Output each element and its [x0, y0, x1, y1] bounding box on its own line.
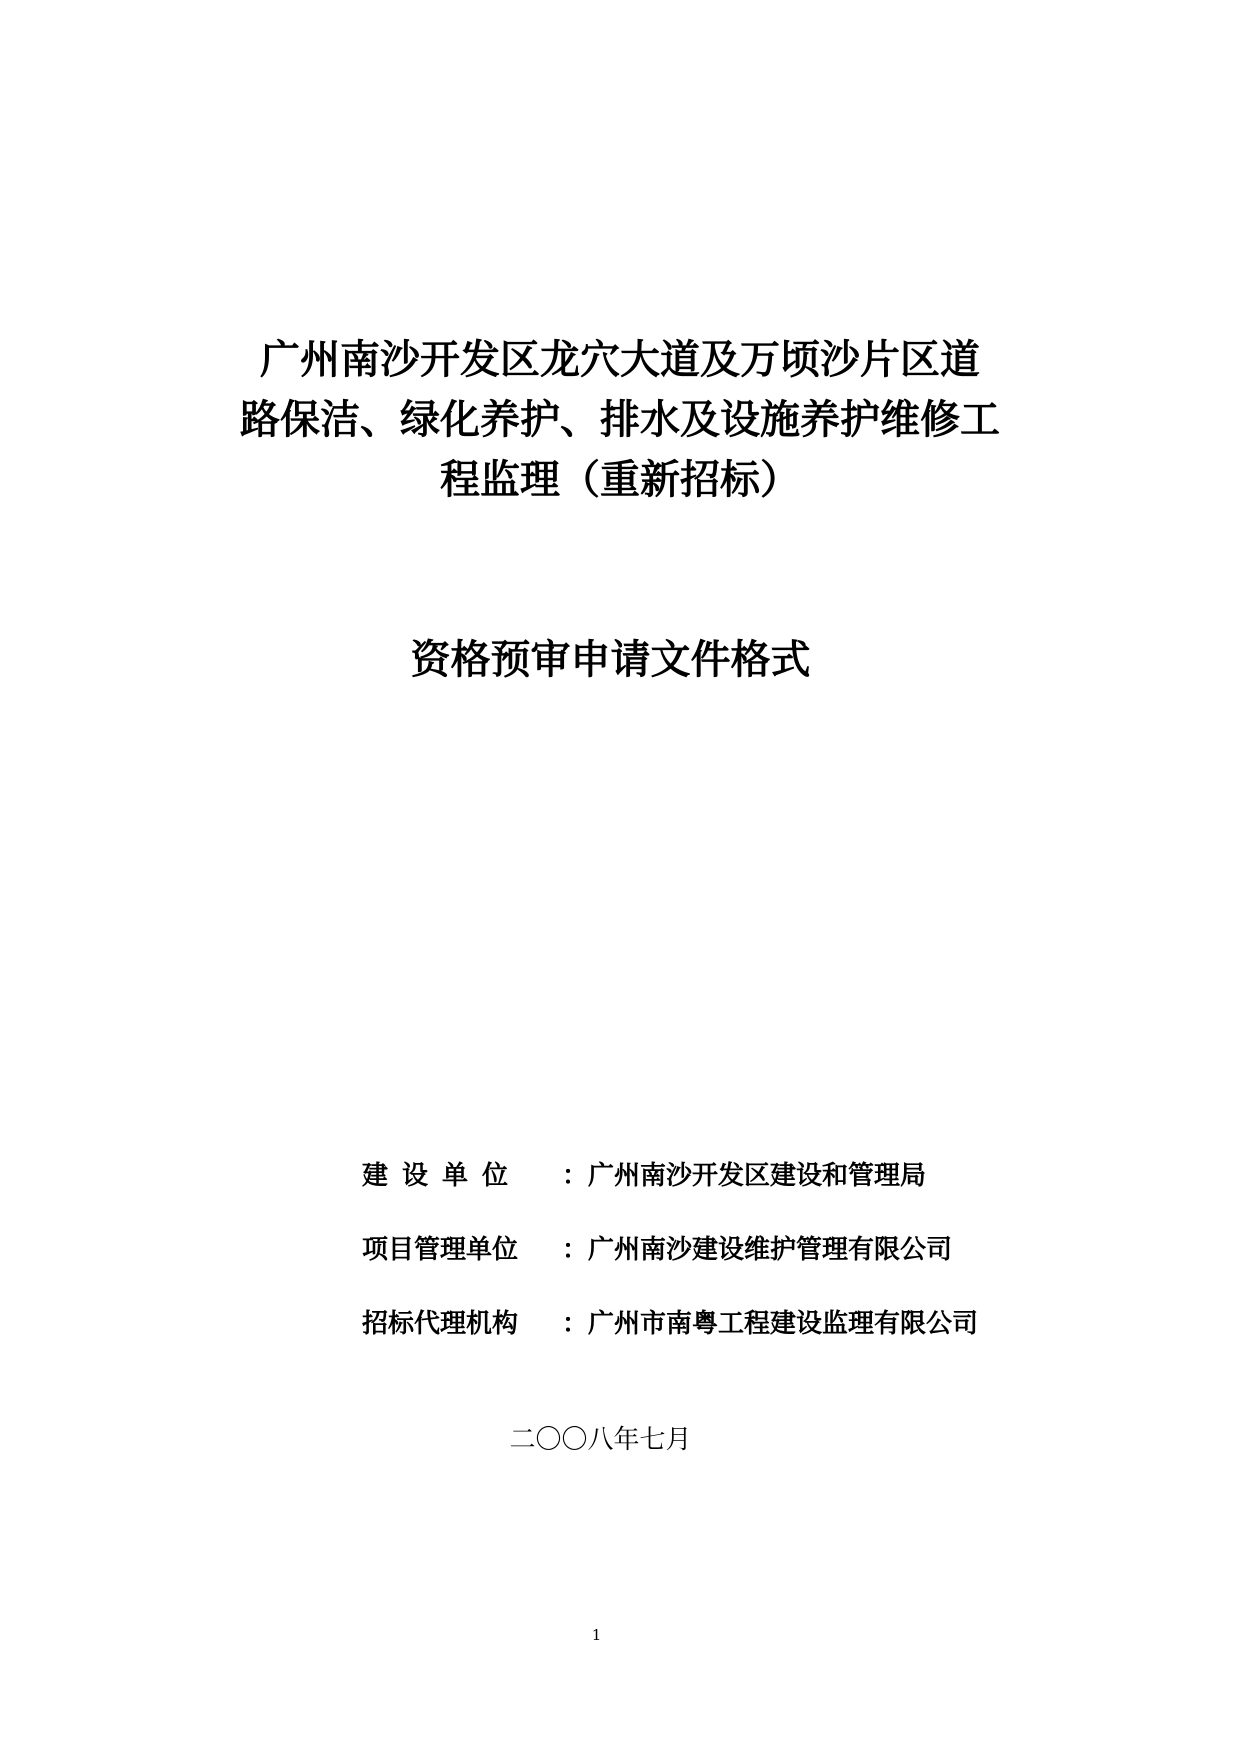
- document-title: [150, 330, 1090, 510]
- title-line-1: 广州南沙开发区龙穴大道及万顷沙片区道: [260, 336, 980, 383]
- construction-unit-value: 广州南沙开发区建设和管理局: [588, 1161, 927, 1191]
- project-management-unit-label: 项目管理单位: [362, 1235, 519, 1265]
- construction-unit-label: 建设单位: [362, 1161, 523, 1191]
- organization-info: [362, 1155, 978, 1377]
- document-date: 二〇〇八年七月: [509, 1425, 692, 1455]
- tender-agency-value: 广州市南粤工程建设监理有限公司: [588, 1309, 979, 1339]
- project-management-unit-colon: ：: [562, 1235, 589, 1265]
- document-subtitle: 资格预审申请文件格式: [410, 636, 811, 683]
- page-number: 1: [591, 1626, 602, 1644]
- project-management-unit-value: 广州南沙建设维护管理有限公司: [588, 1235, 953, 1265]
- info-row-construction-unit: [362, 1155, 978, 1201]
- info-row-project-management-unit: [362, 1229, 978, 1275]
- title-line-3: 程监理（重新招标）: [440, 456, 800, 503]
- title-line-2: 路保洁、绿化养护、排水及设施养护维修工: [240, 396, 1000, 443]
- construction-unit-colon: ：: [562, 1161, 589, 1191]
- tender-agency-label: 招标代理机构: [362, 1309, 519, 1339]
- info-row-tender-agency: [362, 1303, 978, 1349]
- tender-agency-colon: ：: [562, 1309, 589, 1339]
